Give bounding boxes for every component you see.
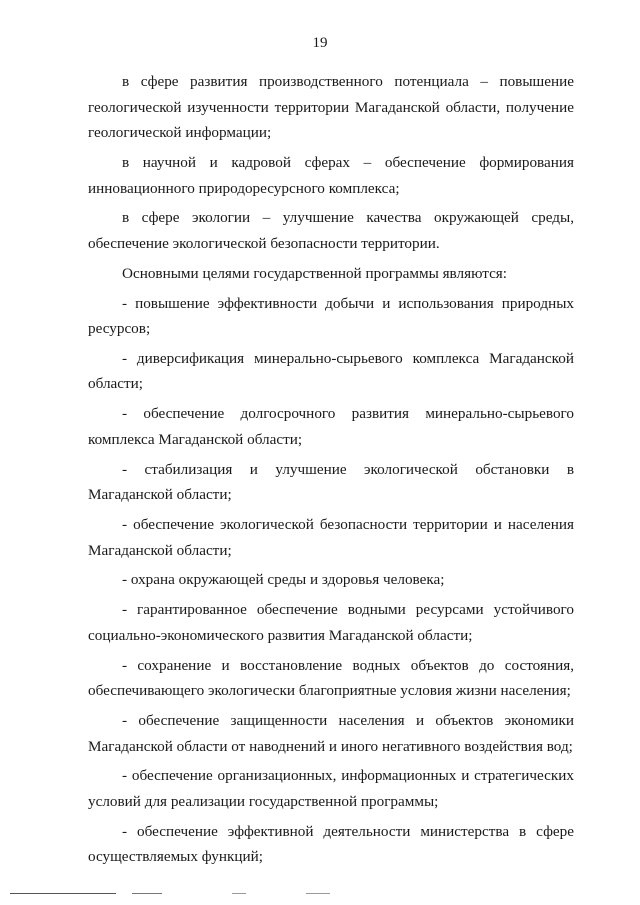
goal-item: - охрана окружающей среды и здоровья человека; [122, 571, 445, 589]
document-body [88, 69, 574, 874]
goal-item: - обеспечение долгосрочного развития минерально-сырьевого комплекса Магаданской области; [88, 405, 574, 448]
goal-item: - сохранение и восстановление водных объектов до состояния, обеспечивающего экологически благоприятные условия жизни населения; [88, 656, 574, 700]
goal-item: - обеспечение эффективной деятельности министерства в сфере осуществляемых функций; [88, 822, 574, 866]
paragraph-ecology: в сфере экологии – улучшение качества окружающей среды, обеспечение экологической безопасности территории. [88, 209, 574, 252]
page-number: 19 [312, 35, 328, 51]
footer-rule [306, 893, 330, 894]
goal-item: - обеспечение защищенности населения и объектов экономики Магаданской области от наводнений и иного негативного воздействия вод; [88, 711, 574, 755]
paragraph-goals-intro: Основными целями государственной программы являются: [122, 264, 508, 282]
footer-rule [10, 893, 116, 894]
goal-item: - гарантированное обеспечение водными ресурсами устойчивого социально-экономического развития Магаданской области; [88, 601, 574, 644]
goal-item: - диверсификация минерально-сырьевого комплекса Магаданской области; [88, 349, 574, 393]
goal-item: - обеспечение экологической безопасности территории и населения Магаданской области; [88, 516, 574, 559]
goal-item: - стабилизация и улучшение экологической обстановки в Магаданской области; [88, 460, 574, 504]
goal-item: - обеспечение организационных, информационных и стратегических условий для реализации государственной программы; [88, 767, 574, 810]
paragraph-production-potential: в сфере развития производственного потенциала – повышение геологической изученности территории Магаданской области, получение геологической информации; [88, 73, 574, 142]
footer-rule [132, 893, 162, 894]
paragraph-science-personnel: в научной и кадровой сферах – обеспечение формирования инновационного природоресурсного комплекса; [88, 153, 574, 197]
goal-item: - повышение эффективности добычи и использования природных ресурсов; [88, 294, 574, 338]
footer-rule [232, 893, 246, 894]
